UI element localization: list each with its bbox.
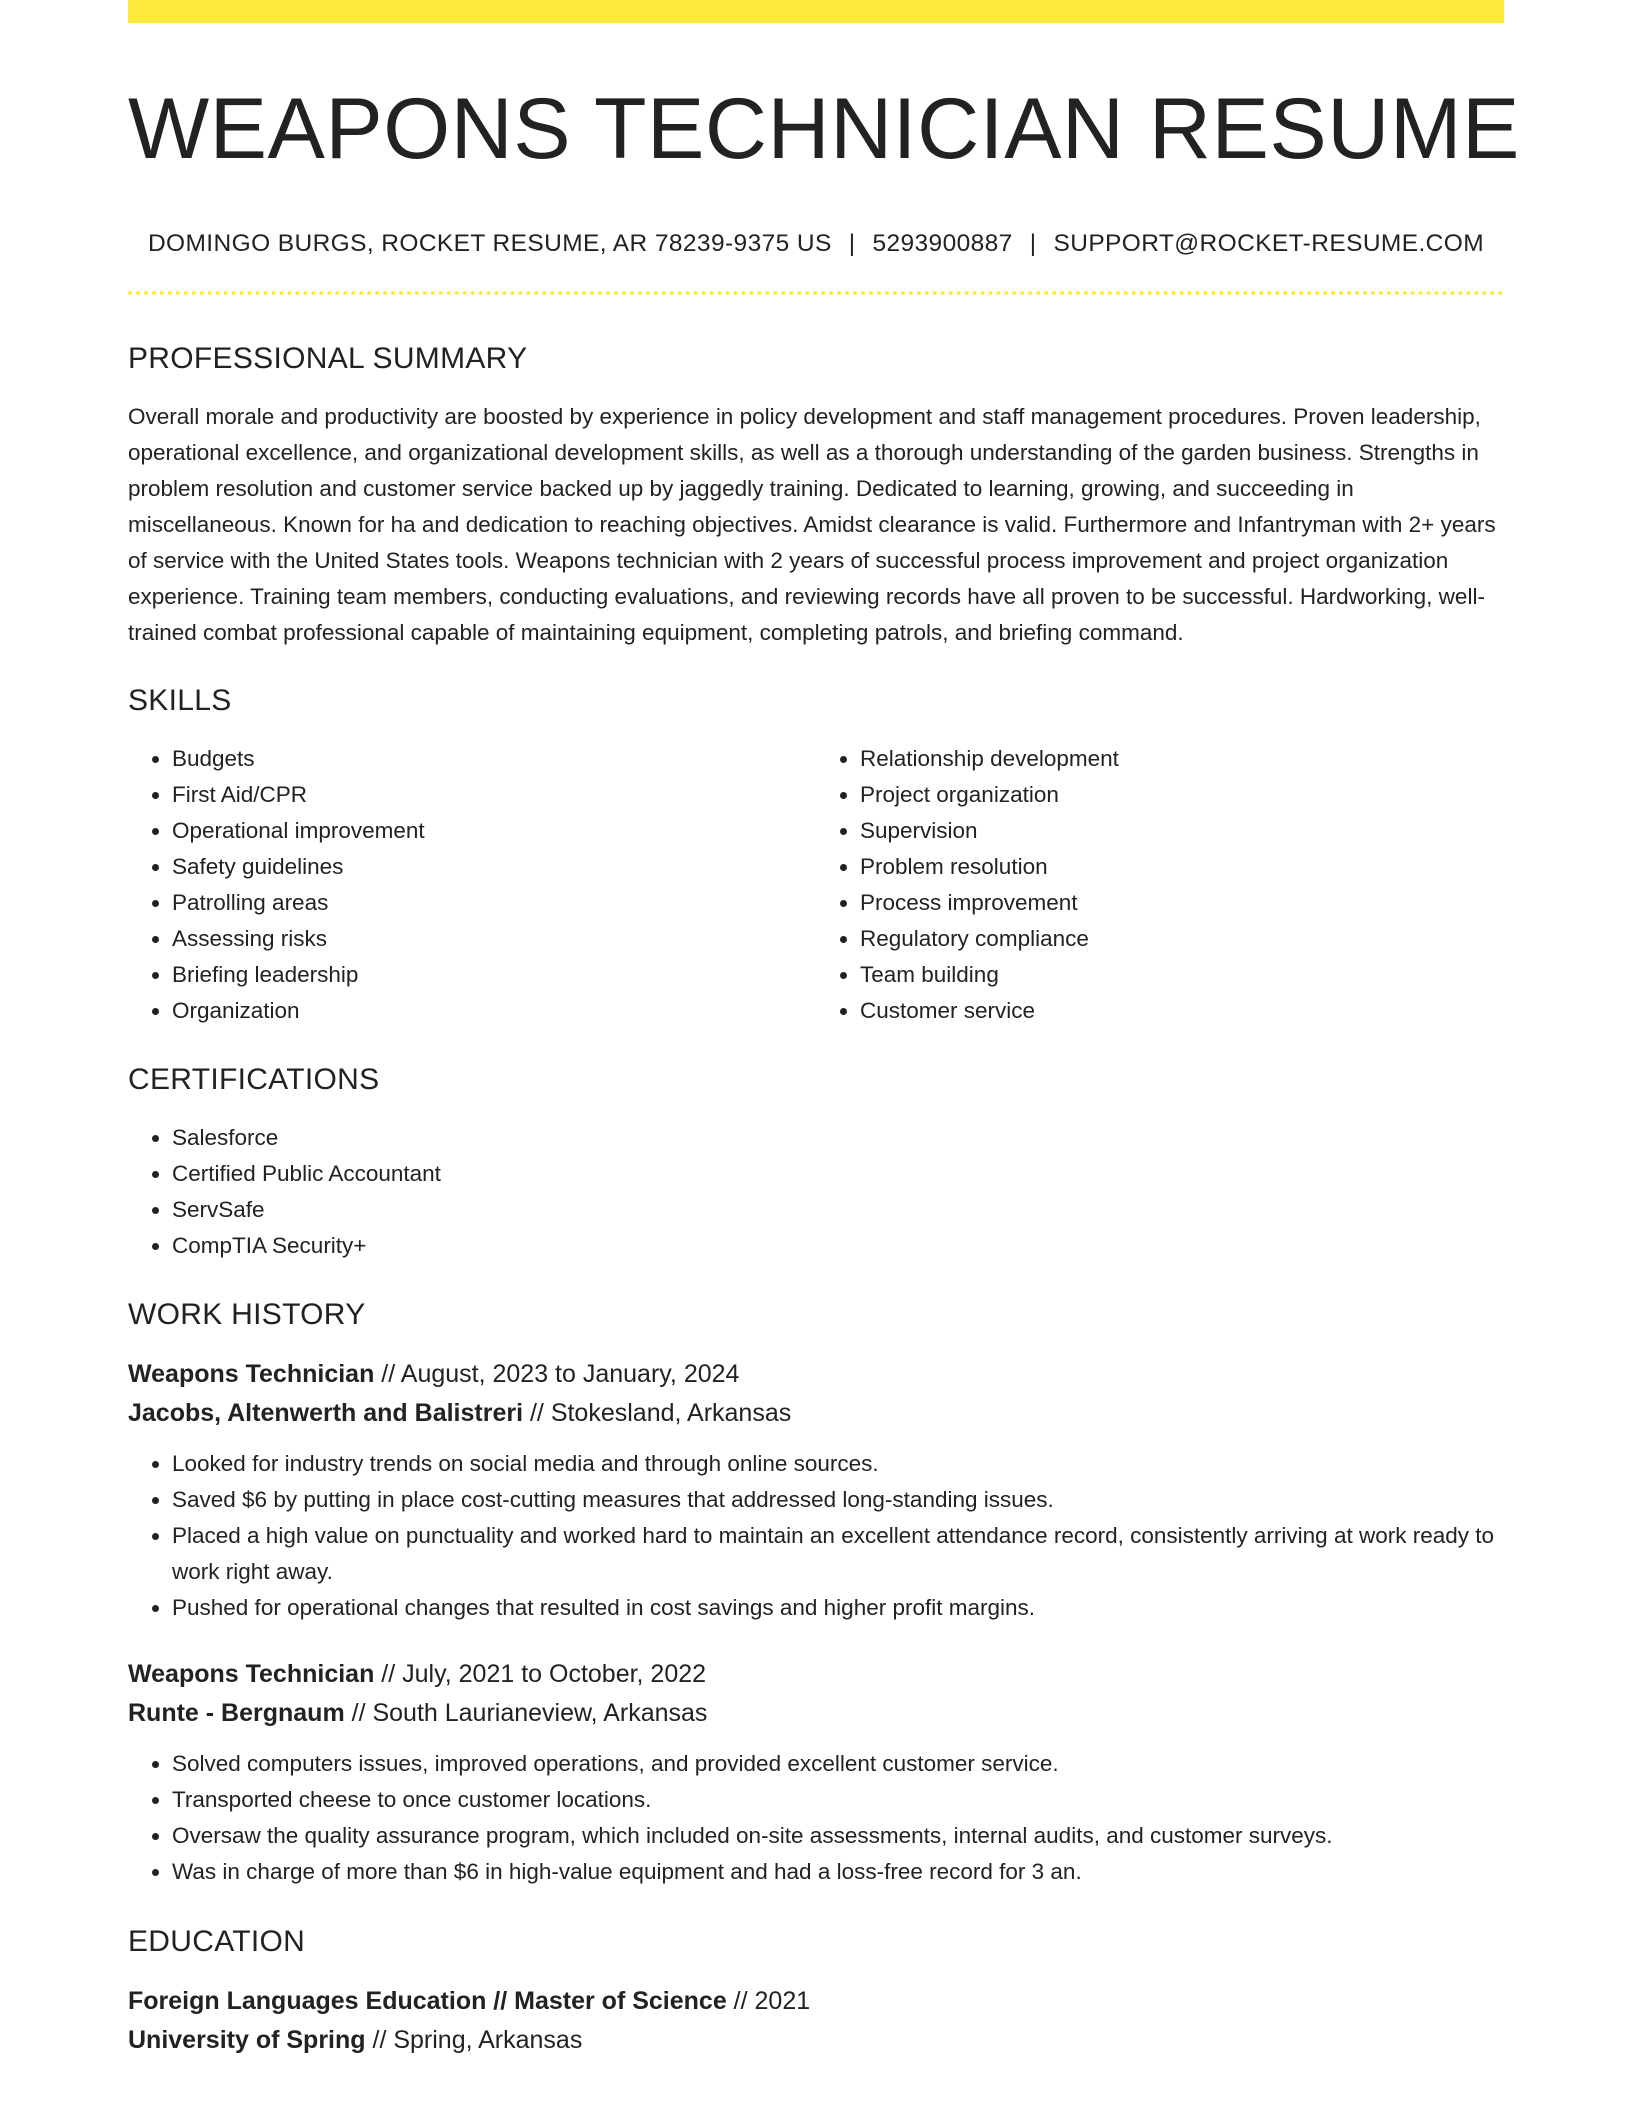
job-dates: // July, 2021 to October, 2022 (374, 1660, 707, 1689)
job-company-line (128, 1394, 1504, 1433)
skill-item: • Customer service (860, 993, 1504, 1029)
skills-list-right (816, 741, 1504, 1029)
contact-email: SUPPORT@ROCKET-RESUME.COM (1053, 229, 1485, 257)
job-location: // Stokesland, Arkansas (523, 1399, 792, 1428)
contact-line (128, 229, 1504, 258)
job-bullets (128, 1746, 1504, 1890)
contact-separator: | (1029, 229, 1037, 257)
certifications-list (128, 1120, 1504, 1264)
job-bullets (128, 1446, 1504, 1626)
job-bullet: • Oversaw the quality assurance program, which included on-site assessments, internal audits, and customer surveys. (172, 1818, 1504, 1854)
skills-heading: SKILLS (128, 684, 232, 718)
job-bullet: • Transported cheese to once customer locations. (172, 1782, 1504, 1818)
job-title: Weapons Technician (128, 1360, 375, 1389)
education-location: // Spring, Arkansas (365, 2026, 583, 2055)
skill-item: • Budgets (172, 741, 816, 777)
skills-list-left (128, 741, 816, 1029)
resume-title: WEAPONS TECHNICIAN RESUME (128, 81, 1520, 177)
job-location: // South Laurianeview, Arkansas (344, 1699, 708, 1728)
resume-page (128, 0, 1520, 2060)
skill-item: • Process improvement (860, 885, 1504, 921)
skill-item: • Patrolling areas (172, 885, 816, 921)
job-bullet: • Solved computers issues, improved operations, and provided excellent customer service. (172, 1746, 1504, 1782)
job-company-line (128, 1694, 1504, 1733)
education-heading: EDUCATION (128, 1925, 306, 1959)
skill-item: • Organization (172, 993, 816, 1029)
job-bullet: • Placed a high value on punctuality and worked hard to maintain an excellent attendance record, consistently arriving at work ready to work right away. (172, 1518, 1504, 1590)
certifications-heading: CERTIFICATIONS (128, 1063, 380, 1097)
work-history-heading: WORK HISTORY (128, 1298, 366, 1332)
job-title-line (128, 1655, 1504, 1694)
certification-item: • Salesforce (172, 1120, 1504, 1156)
skill-item: • Briefing leadership (172, 957, 816, 993)
top-accent-bar (128, 0, 1504, 23)
job-entry (128, 1355, 1504, 1626)
certification-item: • ServSafe (172, 1192, 1504, 1228)
certification-item: • Certified Public Accountant (172, 1156, 1504, 1192)
job-entry (128, 1655, 1504, 1890)
skill-item: • Operational improvement (172, 813, 816, 849)
dotted-divider (128, 291, 1504, 295)
summary-text: Overall morale and productivity are boosted by experience in policy development and staff management procedures. Proven leadership, operational excellence, and organizational development skills, as well as a thorough understanding of the garden business. Strengths in problem resolution and customer service backed up by jaggedly training. Dedicated to learning, growing, and succeeding in miscellaneous. Known for ha and dedication to reaching objectives. Amidst clearance is valid. Furthermore and Infantryman with 2+ years of service with the United States tools. Weapons technician with 2 years of successful process improvement and project organization experience. Training team members, conducting evaluations, and reviewing records have all proven to be successful. Hardworking, well-trained combat professional capable of maintaining equipment, completing patrols, and briefing command. (128, 404, 1496, 646)
skill-item: • Assessing risks (172, 921, 816, 957)
skill-item: • First Aid/CPR (172, 777, 816, 813)
contact-separator: | (848, 229, 856, 257)
education-entry (128, 1982, 1504, 2060)
skill-item: • Relationship development (860, 741, 1504, 777)
skill-item: • Supervision (860, 813, 1504, 849)
job-dates: // August, 2023 to January, 2024 (374, 1360, 740, 1389)
job-title: Weapons Technician (128, 1660, 375, 1689)
certification-item: • CompTIA Security+ (172, 1228, 1504, 1264)
job-title-line (128, 1355, 1504, 1394)
education-school-line (128, 2021, 1504, 2060)
contact-address: DOMINGO BURGS, ROCKET RESUME, AR 78239-9375 US (147, 229, 832, 257)
job-bullet: • Looked for industry trends on social media and through online sources. (172, 1446, 1504, 1482)
job-company: Runte - Bergnaum (128, 1699, 345, 1728)
job-bullet: • Saved $6 by putting in place cost-cutting measures that addressed long-standing issues. (172, 1482, 1504, 1518)
summary-heading: PROFESSIONAL SUMMARY (128, 342, 528, 376)
contact-phone: 5293900887 (872, 229, 1013, 257)
skill-item: • Project organization (860, 777, 1504, 813)
education-school: University of Spring (128, 2026, 366, 2055)
skill-item: • Regulatory compliance (860, 921, 1504, 957)
education-degree: Foreign Languages Education // Master of Science (128, 1987, 727, 2016)
skill-item: • Team building (860, 957, 1504, 993)
job-bullet: • Was in charge of more than $6 in high-value equipment and had a loss-free record for 3 an. (172, 1854, 1504, 1890)
job-company: Jacobs, Altenwerth and Balistreri (128, 1399, 524, 1428)
skills-columns (128, 741, 1504, 1029)
skill-item: • Safety guidelines (172, 849, 816, 885)
education-year: // 2021 (726, 1987, 811, 2016)
job-bullet: • Pushed for operational changes that resulted in cost savings and higher profit margins. (172, 1590, 1504, 1626)
education-degree-line (128, 1982, 1504, 2021)
skill-item: • Problem resolution (860, 849, 1504, 885)
